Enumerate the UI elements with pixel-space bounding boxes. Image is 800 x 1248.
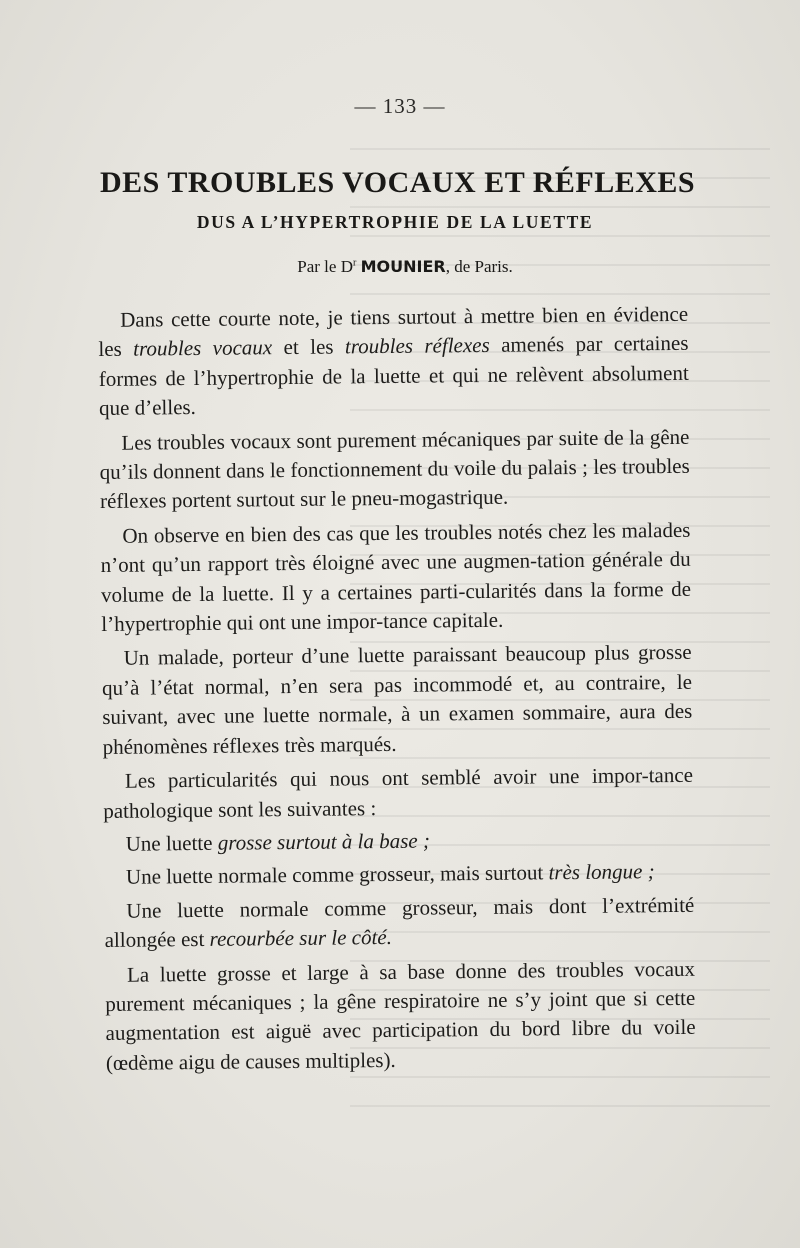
paragraph-3: On observe en bien des cas que les troubles notés chez les malades n’ont qu’un rapport très éloigné avec une augmen-tation générale du volume de la luette. Il y a certaines parti-cularités dans la forme de l’hypertrophie qui ont une impor-tance capitale.: [100, 517, 692, 637]
p7-text: Une luette normale comme grosseur, mais surtout: [125, 860, 549, 890]
p7-italic: très longue ;: [548, 859, 655, 885]
paragraph-1: [98, 300, 689, 424]
byline-sup: r: [352, 257, 357, 269]
article-title: DES TROUBLES VOCAUX ET RÉFLEXES: [100, 166, 696, 199]
paragraph-4: Un malade, porteur d’une luette paraissant beaucoup plus grosse qu’à l’état normal, n’en sera pas incommodé et, au contraire, le suivant, avec une luette normale, à un examen sommaire, aura des phénomènes réflexes très marqués.: [101, 640, 693, 759]
paragraph-7: [104, 857, 694, 893]
paragraph-5: Les particularités qui nous ont semblé avoir une impor-tance pathologique sont les suivantes :: [103, 762, 694, 823]
paragraph-2: Les troubles vocaux sont purement mécaniques par suite de la gêne qu’ils donnent dans le fonctionnement du voile du palais ; les troubles réflexes portent surtout sur le pneu-mogastrique.: [99, 424, 690, 514]
article-subtitle: DUS A L’HYPERTROPHIE DE LA LUETTE: [196, 212, 594, 232]
author-name: MOUNIER: [360, 257, 446, 276]
p8-text: Une luette normale comme grosseur, mais dont l’extrémité allongée est: [104, 892, 695, 953]
p8-italic: recourbée sur le côté.: [209, 925, 393, 951]
paragraph-8: [104, 891, 695, 956]
byline-suffix: , de Paris.: [445, 257, 513, 276]
article-body: [98, 300, 696, 1083]
byline-prefix: Par le D: [297, 257, 353, 276]
paragraph-6: [103, 824, 693, 860]
p1-italic-b: troubles réflexes: [344, 333, 490, 359]
paragraph-9: La luette grosse et large à sa base donne des troubles vocaux purement mécaniques ; la gêne respiratoire ne s’y joint que si cette augmentation est aiguë avec participation du bord libre du voile (œdème aigu de causes multiples).: [105, 956, 696, 1075]
page-number: — 133 —: [354, 94, 446, 118]
p1-text-b: et les: [272, 334, 346, 360]
p1-italic-a: troubles vocaux: [133, 335, 273, 362]
p6-italic: grosse surtout à la base ;: [217, 828, 431, 855]
p1-text-c: amenés par certaines formes de l’hypertrophie de la luette et qui ne relèvent absolument que d’elles.: [98, 331, 689, 421]
p6-text: Une luette: [125, 830, 218, 856]
author-byline: [240, 257, 570, 277]
p1-text-a: Dans cette courte note, je tiens surtout à mettre bien en évidence les: [98, 301, 689, 362]
